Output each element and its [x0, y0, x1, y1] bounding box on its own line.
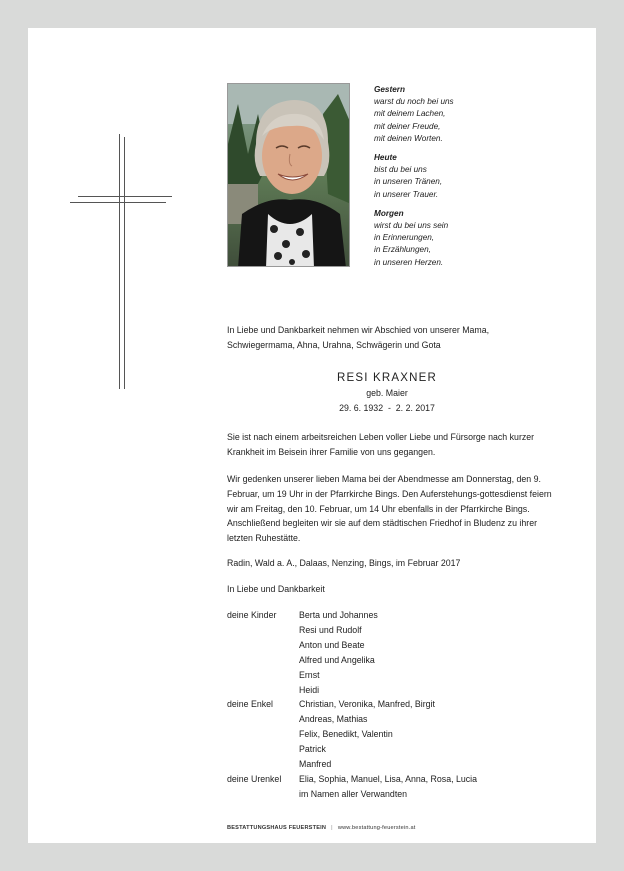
poem-line: in Erzählungen, [374, 245, 431, 255]
family-row [227, 623, 477, 638]
life-dates: 29. 6. 1932 - 2. 2. 2017 [339, 402, 435, 413]
family-names: Patrick [299, 744, 326, 755]
stanza-heading: Morgen [374, 208, 404, 218]
family-row [227, 727, 477, 742]
paragraph-closing: In Liebe und Dankbarkeit [227, 584, 325, 594]
deceased-name: RESI KRAXNER [336, 372, 438, 384]
relation-label: deine Kinder [227, 610, 277, 620]
intro-text: In Liebe und Dankbarkeit nehmen wir Abschied von unserer Mama, Schwiegermama, Ahna, Urahna, Schwägerin und Gota [227, 325, 490, 350]
stanza-heading: Heute [374, 153, 397, 163]
deceased-block [227, 370, 547, 416]
family-row [227, 757, 477, 772]
family-names: Alfred und Angelika [299, 654, 375, 665]
footer-separator: | [331, 825, 333, 831]
family-row [227, 697, 477, 712]
paragraph-places: Radin, Wald a. A., Dalaas, Nenzing, Bings, im Februar 2017 [227, 558, 461, 568]
funeral-home-name: BESTATTUNGSHAUS FEUERSTEIN [227, 825, 327, 831]
family-names: Elia, Sophia, Manuel, Lisa, Anna, Rosa, Lucia [299, 773, 478, 784]
family-names: Christian, Veronika, Manfred, Birgit [299, 699, 435, 710]
poem-stanza [374, 84, 574, 145]
birth-name: geb. Maier [366, 388, 408, 398]
family-row [227, 742, 477, 757]
family-row [227, 772, 477, 787]
poem-line: mit deinen Worten. [374, 133, 443, 143]
family-names: Berta und Johannes [299, 610, 378, 620]
poem-line: in Erinnerungen, [374, 233, 435, 243]
family-row [227, 668, 477, 683]
relation-label: deine Urenkel [227, 773, 282, 784]
poem-stanza [374, 152, 574, 201]
poem-line: in unseren Tränen, [374, 177, 443, 187]
stanza-heading: Gestern [374, 85, 405, 94]
footer [227, 825, 416, 831]
poem-line: in unseren Herzen. [374, 257, 444, 267]
family-list [227, 608, 477, 802]
family-names: Anton und Beate [299, 639, 365, 650]
poem-line: mit deiner Freude, [374, 121, 441, 131]
poem-line: bist du bei uns [374, 165, 427, 175]
obituary-page [28, 28, 596, 843]
family-row [227, 683, 477, 698]
paragraph-passing: Sie ist nach einem arbeitsreichen Leben voller Liebe und Fürsorge nach kurzer Krankheit im Beisein ihrer Familie von uns gegangen. [227, 432, 535, 457]
funeral-home-url[interactable]: www.bestattung-feuerstein.at [337, 825, 416, 831]
family-names: Heidi [299, 684, 320, 695]
family-row [227, 712, 477, 727]
family-row [227, 653, 477, 668]
family-names: Ernst [299, 669, 320, 680]
family-row [227, 787, 477, 802]
portrait-photo [227, 83, 350, 267]
family-names: Manfred [299, 759, 332, 770]
paragraph-service: Wir gedenken unserer lieben Mama bei der Abendmesse am Donnerstag, den 9. Februar, um 19 Uhr in der Pfarrkirche Bings. Den Auferstehungs-gottesdienst feiern wir am Freitag, den 10. Februar, um 14 Uhr ebenfalls in der Pfarrkirche Bings. Anschließend begleiten wir sie auf dem städtischen Friedhof in Bludenz zu ihrer letzten Ruhestätte. [227, 474, 552, 544]
poem-line: wirst du bei uns sein [374, 221, 449, 231]
family-names: im Namen aller Verwandten [299, 788, 408, 799]
family-names: Resi und Rudolf [299, 624, 362, 635]
poem-line: mit deinem Lachen, [374, 109, 446, 119]
relation-label: deine Enkel [227, 699, 273, 710]
poem [374, 84, 574, 276]
family-row [227, 608, 477, 623]
poem-line: in unserer Trauer. [374, 189, 439, 199]
family-row [227, 638, 477, 653]
family-names: Felix, Benedikt, Valentin [299, 729, 393, 740]
family-names: Andreas, Mathias [299, 714, 368, 725]
poem-line: warst du noch bei uns [374, 97, 454, 107]
poem-stanza [374, 208, 574, 269]
